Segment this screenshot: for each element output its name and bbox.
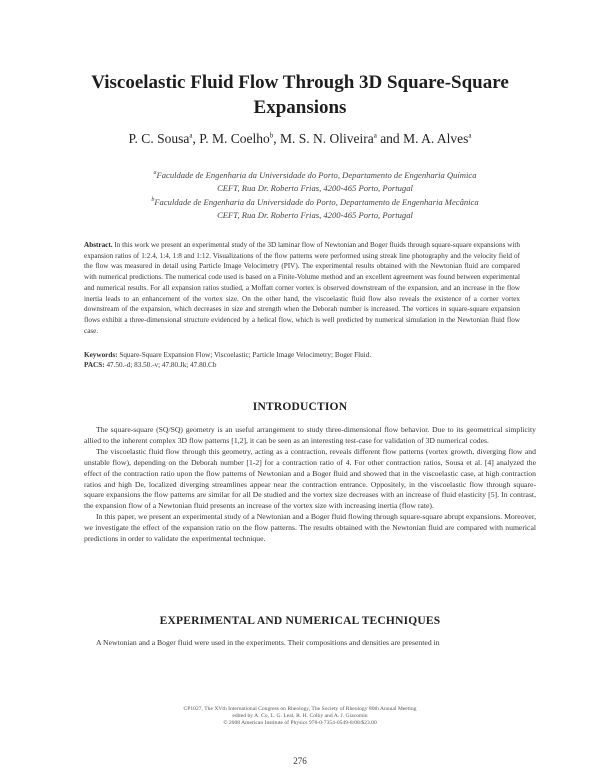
keywords-block: [84, 350, 520, 370]
author-list: [60, 131, 540, 147]
pacs-label: PACS:: [84, 361, 105, 370]
affiliation-b: [120, 194, 510, 223]
affiliation-mark: b: [151, 197, 155, 203]
author-affil-mark: a: [468, 131, 472, 140]
author-name: P. M. Coelho: [199, 131, 270, 146]
affiliation-a: [120, 167, 510, 196]
paragraph: In this paper, we present an experimental study of a Newtonian and a Boger fluid flowing through square-square abrupt expansions. Moreover, we investigate the effect of the expansion ratio on the flow patterns. The results obtained with the Newtonian fluid are compared with numerical predictions in order to validate the experimental technique.: [84, 512, 536, 544]
affiliation-address: CEFT, Rua Dr. Roberto Frias, 4200-465 Porto, Portugal: [217, 183, 413, 194]
publication-footer: [100, 706, 500, 728]
introduction-body: [84, 425, 536, 545]
page-number: 276: [293, 756, 307, 766]
author-name: M. A. Alves: [403, 131, 469, 146]
section-heading-introduction: INTRODUCTION: [252, 401, 348, 413]
paragraph: The viscoelastic fluid flow through this geometry, acting as a contraction, reveals different flow patterns (vortex growth, diverging flow and unstable flow), depending on the Deborah number [1-2] for a contraction ratio of 4. For other contraction ratios, Sousa et al. [4] analyzed the effect of the contraction ratio upon the flow patterns of Newtonian and a Boger fluid and showed that in the viscoelastic case, at high contraction ratios and high De, localized diverging streamlines appear near the contraction entrance. Oppositely, in the viscoelastic flow through square-square expansions the flow patterns are similar for all De studied and the vortex size decreases with an increase of fluid elasticity [5]. In contrast, the expansion flow of a Newtonian fluid presents an increase of the vortex size with increasing inertia (flow rate).: [84, 446, 536, 511]
abstract-label: Abstract.: [84, 241, 113, 249]
experimental-body: [84, 638, 536, 649]
affiliation-line: Faculdade de Engenharia da Universidade do Porto, Departamento de Engenharia Química: [156, 169, 477, 180]
abstract: [84, 240, 520, 336]
footer-line: edited by A. Co, L. G. Leal, R. H. Colby and A. J. Giacomin: [232, 713, 368, 720]
paragraph: The square-square (SQ/SQ) geometry is an useful arrangement to study three-dimensional flow behavior. Due to its geometrical simplicity allied to the inherent complex 3D flow patterns [1,2], it can be seen as an interesting test-case for validation of 3D numerical codes.: [84, 425, 536, 445]
pacs-text: 47.50.-d; 83.50.-v; 47.80.Jk; 47.80.Cb: [106, 361, 217, 370]
keywords-text: Square-Square Expansion Flow; Viscoelastic; Particle Image Velocimetry; Boger Fluid.: [119, 351, 372, 359]
author-separator: ,: [273, 131, 280, 146]
keywords-label: Keywords:: [84, 351, 118, 359]
affiliation-mark: a: [153, 170, 157, 176]
paragraph: A Newtonian and a Boger fluid were used in the experiments. Their compositions and densities are presented in: [96, 638, 440, 647]
author-separator: ,: [192, 131, 200, 146]
section-heading-experimental: EXPERIMENTAL AND NUMERICAL TECHNIQUES: [159, 615, 441, 627]
footer-line: CP1027, The XVth International Congress on Rheology, The Society of Rheology 80th Annual Meeting: [183, 706, 417, 712]
paper-title: Viscoelastic Fluid Flow Through 3D Square-Square Expansions: [91, 72, 509, 118]
abstract-text: In this work we present an experimental study of the 3D laminar flow of Newtonian and Boger fluids through square-square expansions with expansion ratios of 1:2.4, 1:4, 1:8 and 1:12. Visualizations of the flow patterns were performed using streak line photography and the velocity field of the flow was measured in detail using Particle Image Velocimetry (PIV). The experimental results obtained with the Newtonian fluid are compared with numerical predictions. The numerical code used is based on a Finite-Volume method and an excellent agreement was found between experimental and numerical results. For all expansion ratios studied, a Moffatt corner vortex is observed downstream of the expansion, and an increase in the flow inertia leads to an enhancement of the vortex size. On the other hand, the viscoelastic fluid flow also reveals the existence of a corner vortex downstream of the expansion, which decreases in size and strength when the Deborah number is increased. The vortices in square-square expansion flows exhibit a three-dimensional structure evidenced by a helical flow, which is well predicted by numerical simulation in the Newtonian fluid flow case.: [84, 241, 520, 335]
author-name: P. C. Sousa: [128, 131, 190, 146]
footer-line: © 2008 American Institute of Physics 978-0-7354-0549-8/08/$23.00: [223, 720, 377, 727]
author-affil-mark: a: [189, 131, 193, 140]
author-name: M. S. N. Oliveira: [279, 131, 374, 146]
author-affil-mark: b: [269, 131, 274, 140]
affiliation-line: Faculdade de Engenharia da Universidade do Porto, Departamento de Engenharia Mecânica: [154, 196, 479, 207]
author-separator: and: [376, 131, 404, 146]
affiliation-address: CEFT, Rua Dr. Roberto Frias, 4200-465 Porto, Portugal: [217, 210, 413, 221]
author-affil-mark: a: [373, 131, 377, 140]
